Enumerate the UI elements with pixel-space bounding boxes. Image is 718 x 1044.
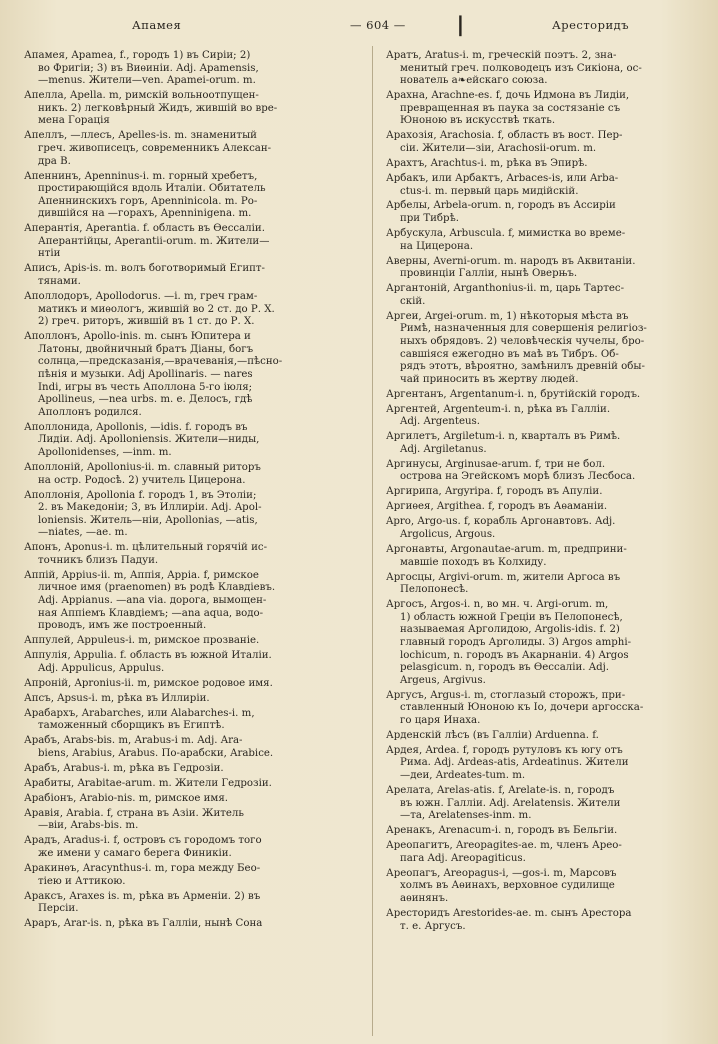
entry-headline: Араксъ, Araxes is. m, рѣка въ Арменіи. 2) въ [24,890,261,902]
dictionary-entry [386,486,708,499]
dictionary-entry [24,542,359,567]
entry-line: Apollonidenses, —inm. m. [38,446,172,458]
entry-line: 2. въ Македоніи; 3, въ Иллиріи. Adj. Apol- [38,502,262,514]
entry-line: Argeus, Argivus. [400,674,486,686]
entry-headline: Апеннинъ, Apenninus-i. m. горный хребетъ, [24,170,258,182]
entry-line: нтіи [38,248,61,260]
entry-line: Indi, игры въ честь Аполлона 5-го іюля; [38,381,253,393]
entry-headline: Аперантія, Aperantia. f. область въ Ѳессаліи. [24,223,265,235]
dictionary-entry [386,544,708,569]
left-column [24,50,359,933]
dictionary-entry [24,735,359,760]
entry-headline: Апонъ, Aponus-i. m. цѣлительный горячій ис- [24,542,268,554]
dictionary-entry [386,730,708,743]
dictionary-entry [24,570,359,633]
entry-line: мавшіе походъ въ Колхиду. [400,556,547,568]
entry-headline: Аравія, Arabia. f, страна въ Азіи. Житель [24,807,244,819]
entry-line: Adj. Argenteus. [400,416,481,428]
entry-line: таможенный сборщикъ въ Египтѣ. [38,720,225,732]
entry-headline: Арбелы, Arbela-orum. n, городъ въ Ассиріи [386,200,616,212]
entry-line: lochicum, n. городъ въ Акарнаніи. 4) Argos [400,649,629,661]
entry-line: Рима. Adj. Ardeas-atis, Ardeatinus. Жители [400,757,629,769]
dictionary-entry [24,808,359,833]
entry-line: же имени у самаго берега Финикіи. [38,848,232,860]
entry-headline: Аполлонида, Apollonis, —idis. f. городъ въ [24,421,248,433]
entry-headline: Аполлодоръ, Apollodorus. —i. m, греч грам- [24,291,258,303]
entry-line: никъ. 2) легковѣрный Жидъ, жившій во вре- [38,102,278,114]
entry-line: Лидіи. Adj. Apolloniensis. Жители—ниды, [38,434,260,446]
entry-line: чай приносить въ жертву людей. [400,373,579,385]
dictionary-entry [386,228,708,253]
entry-line: Персіи. [38,903,79,915]
dictionary-entry [386,745,708,783]
dictionary-entry [386,840,708,865]
entry-line: ctus-i. m. первый царь мидійскій. [400,185,579,197]
dictionary-entry [386,516,708,541]
entry-headline: Арелата, Arelas-atis. f, Arelate-is. n, городъ [386,785,615,797]
dictionary-entry [24,693,359,706]
entry-headline: Арахозія, Arachosia. f, область въ вост. Пер- [386,130,623,142]
page-number: — 604 — [350,18,406,32]
dictionary-entry [386,599,708,687]
entry-line: 1) область южной Греціи въ Пелопонесѣ, [400,611,623,623]
entry-headline: Арабъ, Arabus-i. m, рѣка въ Гедрозіи. [24,762,224,774]
dictionary-entry [386,158,708,171]
dictionary-entry [386,825,708,838]
entry-headline: Аппулія, Appulia. f. область въ южной Италіи. [24,650,272,662]
dictionary-entry [386,459,708,484]
dictionary-entry [24,263,359,288]
entry-line: проводъ, имъ же построенный. [38,620,207,632]
entry-headline: Аргантоній, Arganthonius-ii. m, царь Тартес- [386,283,625,295]
entry-line: солнца,—предсказанія,—врачеванія,—пѣсно- [38,356,283,368]
dictionary-entry [386,173,708,198]
running-head-left: Апамея [132,18,182,32]
entry-line: личное имя (praenomen) въ родѣ Клавдіевъ. [38,582,276,594]
entry-headline: Аполлонія, Apollonia f. городъ 1, въ Этоліи; [24,489,257,501]
entry-headline: Аргирипа, Argyripa. f, городъ въ Апуліи. [386,486,603,498]
page-header [20,12,698,40]
entry-headline: Ареопагъ, Areopagus-i, —gos-i. m, Марсовъ [386,867,617,879]
column-divider [372,46,373,1036]
entry-line: въ южн. Галліи. Adj. Arelatensis. Жители [400,797,621,809]
entry-headline: Аппулей, Appuleus-i. m, римское прозваніе. [24,635,260,647]
entry-headline: Аргилетъ, Argiletum-i. n, кварталъ въ Римѣ. [386,431,621,443]
entry-line: Юноною въ искусствѣ ткать. [400,115,556,127]
entry-headline: Арабъ, Arabs-bis. m, Arabus-i m. Adj. Ara- [24,735,243,747]
dictionary-entry [386,283,708,308]
entry-headline: Аполлонъ, Apollo-inis. m. сынъ Юпитера и [24,331,251,343]
entry-headline: Апамея, Apamea, f., городъ 1) въ Сиріи; 2) [24,50,251,61]
entry-line: менитый греч. полководецъ изъ Сикіона, ос- [400,62,642,74]
entry-line: мена Горація [38,115,110,127]
entry-line: пѣнія и музыки. Adj Apollinaris. — nares [38,368,253,380]
dictionary-entry [24,891,359,916]
dictionary-entry [386,404,708,429]
dictionary-entry [386,908,708,933]
entry-line: Латоны, двойничный братъ Діаны, богъ [38,343,254,355]
entry-line: матикъ и миѳологъ, жившій во 2 ст. до Р. Х. [38,303,275,315]
entry-line: при Тибрѣ. [400,213,459,225]
dictionary-entry [386,311,708,387]
dictionary-entry [24,708,359,733]
entry-line: Римѣ, назначенныя для совершенія религіоз- [400,323,647,335]
entry-line: —деи, Ardeates-tum. m. [400,770,526,782]
entry-line: тіею и Аттикою. [38,875,126,887]
dictionary-entry [24,422,359,460]
dictionary-entry [24,291,359,329]
entry-line: греч. живописецъ, современникъ Алексан- [38,142,272,154]
entry-headline: Арденскій лѣсъ (въ Галліи) Arduenna. f. [386,729,599,741]
entry-line: Apollineus, —nea urbs. m. e. Делосъ, гдѣ [38,394,253,406]
dictionary-entry [24,223,359,261]
entry-line: на остр. Родосѣ. 2) учитель Цицерона. [38,474,246,486]
dictionary-entry [386,50,708,88]
dictionary-entry [386,200,708,225]
entry-headline: Аракинѳъ, Aracynthus-i. m, гора между Бео- [24,863,261,874]
entry-line: loniensis. Житель—ніи, Apollonias, —atis, [38,514,258,526]
entry-headline: Аренакъ, Arenacum-i. n, городъ въ Бельгіи. [386,825,618,837]
entry-headline: Апеллъ, —ллесъ, Apelles-is. m. знаменитый [24,130,257,142]
entry-headline: Арбускула, Arbuscula. f, мимистка во време- [386,228,626,240]
entry-line: Апеннинскихъ горъ, Apenninicola. m. Ро- [38,195,258,207]
entry-line: т. е. Аргусъ. [400,920,466,932]
entry-line: biens, Arabius, Arabus. По-арабски, Arabice. [38,747,274,759]
entry-headline: Apro, Argo-us. f, корабль Аргонавтовъ. Adj. [386,516,616,528]
dictionary-entry [386,868,708,906]
dictionary-entry [386,785,708,823]
dictionary-entry [386,389,708,402]
entry-line: дра В. [38,155,71,167]
entry-headline: Апроній, Apronius-ii. m, римское родовое имя. [24,677,273,689]
dictionary-entry [24,678,359,691]
entry-headline: Ардея, Ardea. f, городъ рутуловъ къ югу отъ [386,744,623,756]
entry-line: ныхъ обрядовъ. 2) человѣческія чучелы, бро- [400,335,645,347]
dictionary-entry [386,256,708,281]
dictionary-entry [386,690,708,728]
entry-line: Пелопонесѣ. [400,584,469,596]
entry-headline: Арбакъ, или Арбактъ, Arbaces-is, или Arba- [386,172,619,184]
dictionary-entry [24,50,359,88]
entry-headline: Аргеи, Argei-orum. m, 1) нѣкоторыя мѣста въ [386,310,629,322]
dictionary-entry [24,130,359,168]
entry-headline: Арахна, Arachne-es. f, дочь Идмона въ Лидіи, [386,90,630,102]
dictionary-entry [24,490,359,540]
entry-headline: Аверны, Averni-orum. m. народъ въ Аквитаніи. [386,255,636,267]
dictionary-entry [386,130,708,155]
entry-line: Аперантійцы, Aperantii-orum. m. Жители— [38,235,270,247]
entry-headline: Аполлоній, Apollonius-ii. m. славный риторъ [24,461,261,473]
entry-line: pelasgicum. n, городъ въ Ѳессаліи. Adj. [400,662,610,674]
entry-line: го царя Инаха. [400,714,481,726]
entry-line: Argolicus, Argous. [400,529,496,541]
entry-headline: Арабархъ, Arabarches, или Alabarches-i. m, [24,707,255,719]
entry-line: на Цицерона. [400,240,474,252]
dictionary-entry [386,431,708,456]
entry-line: —niates, —ae. m. [38,527,128,539]
entry-headline: Аргинусы, Arginusae-arum. f, три не бол. [386,458,606,470]
entry-headline: Арабиты, Arabitae-arum. m. Жители Гедрозіи. [24,777,272,789]
entry-line: Adj. Appianus. —ana via. дорога, вымощен- [38,595,267,607]
entry-line: нователь а❧ейскаго союза. [400,75,548,87]
ink-mark: ❘ [452,12,470,36]
entry-line: холмъ въ Аѳинахъ, верховное судилище [400,880,615,892]
dictionary-entry [24,650,359,675]
entry-line: острова на Эгейскомъ морѣ близъ Лесбоса. [400,471,636,483]
entry-headline: Арахтъ, Arachtus-i. m, рѣка въ Эпирѣ. [386,157,588,169]
dictionary-entry [386,501,708,514]
entry-headline: Аргонавты, Argonautae-arum. m, предприни- [386,544,627,556]
entry-line: сіи. Жители—зіи, Arachosii-orum. m. [400,142,597,154]
right-column [386,50,708,936]
entry-headline: Ареопагитъ, Areopagites-ae. m, членъ Арео- [386,840,622,852]
entry-line: пага Adj. Areopagiticus. [400,852,526,864]
entry-line: называемая Арголидою, Argolis-idis. f. 2) [400,624,620,636]
entry-line: дившійся на —горахъ, Apenninigena. m. [38,208,252,220]
entry-headline: Аргентей, Argenteum-i. n, рѣка въ Галліи. [386,403,611,415]
dictionary-entry [24,835,359,860]
dictionary-entry [24,331,359,419]
entry-line: Adj. Argiletanus. [400,443,487,455]
entry-line: простирающійся вдоль Италіи. Обитатель [38,183,266,195]
entry-headline: Арабіонъ, Arabio-nis. m, римское имя. [24,792,228,804]
entry-line: ная Аппіемъ Клавдіемъ; —ana aqua, водо- [38,607,264,619]
dictionary-entry [24,462,359,487]
entry-line: тянами. [38,276,81,288]
dictionary-entry [24,763,359,776]
entry-line: 2) греч. риторъ, жившій въ 1 ст. до Р. Х. [38,316,255,328]
entry-line: превращенная въ паука за состязаніе съ [400,102,621,114]
entry-line: точникъ близъ Падуи. [38,554,159,566]
dictionary-entry [24,778,359,791]
running-head-right: Аресторидъ [552,18,630,32]
entry-headline: Апсъ, Apsus-i. m, рѣка въ Иллиріи. [24,692,210,704]
entry-line: —menus. Жители—ven. Apamei-orum. m. [38,75,256,87]
entry-line: ставленный Юноною къ Іо, дочери аргосска- [400,702,644,714]
entry-line: аѳинянъ. [400,892,449,904]
entry-headline: Аппій, Appius-ii. m, Аппія, Appia. f, римское [24,569,259,581]
entry-headline: Араръ, Arar-is. n, рѣка въ Галліи, нынѣ Сона [24,918,263,930]
entry-line: Adj. Appulicus, Appulus. [38,662,165,674]
dictionary-entry [24,635,359,648]
dictionary-entry [386,90,708,128]
entry-line: —та, Arelatenses-inm. m. [400,810,532,822]
dictionary-entry [24,793,359,806]
dictionary-entry [386,572,708,597]
dictionary-entry [24,171,359,221]
entry-line: во Фригіи; 3) въ Виѳиніи. Adj. Apamensis, [38,62,259,74]
entry-headline: Аргентанъ, Argentanum-i. n, брутійскій городъ. [386,388,641,400]
entry-headline: Аргусъ, Argus-i. m, стоглазый сторожъ, при- [386,689,626,701]
entry-headline: Арадъ, Aradus-i. f, островъ съ городомъ того [24,835,262,847]
entry-line: савшіяся ежегодно въ маѣ въ Тибръ. Об- [400,348,619,360]
entry-line: главный городъ Арголиды. 3) Argos amphi- [400,636,632,648]
entry-headline: Аргосъ, Argos-i. n, во мн. ч. Argi-orum. m, [386,599,609,611]
entry-headline: Аргосцы, Argivi-orum. m, жители Аргоса въ [386,571,621,583]
entry-line: рядъ этотъ, вѣроятно, замѣнилъ древній обы- [400,361,645,373]
dictionary-entry [24,863,359,888]
entry-headline: Аратъ, Aratus-i. m, греческій поэтъ. 2, зна- [386,50,617,61]
dictionary-entry [24,90,359,128]
entry-line: —віи, Arabs-bis. m. [38,820,139,832]
entry-headline: Апелла, Apella. m, римскій вольноотпущен- [24,90,259,102]
entry-headline: Аписъ, Apis-is. m. волъ боготворимый Египт- [24,263,265,275]
entry-line: провинціи Галліи, нынѣ Оверњъ. [400,268,578,280]
entry-headline: Аргиѳея, Argithea. f, городъ въ Аѳаманіи. [386,501,608,513]
entry-line: Аполлонъ родился. [38,406,142,418]
entry-headline: Аресторидъ Arestorides-ae. m. сынъ Ареcтора [386,907,632,919]
entry-line: скій. [400,295,426,307]
dictionary-entry [24,918,359,931]
